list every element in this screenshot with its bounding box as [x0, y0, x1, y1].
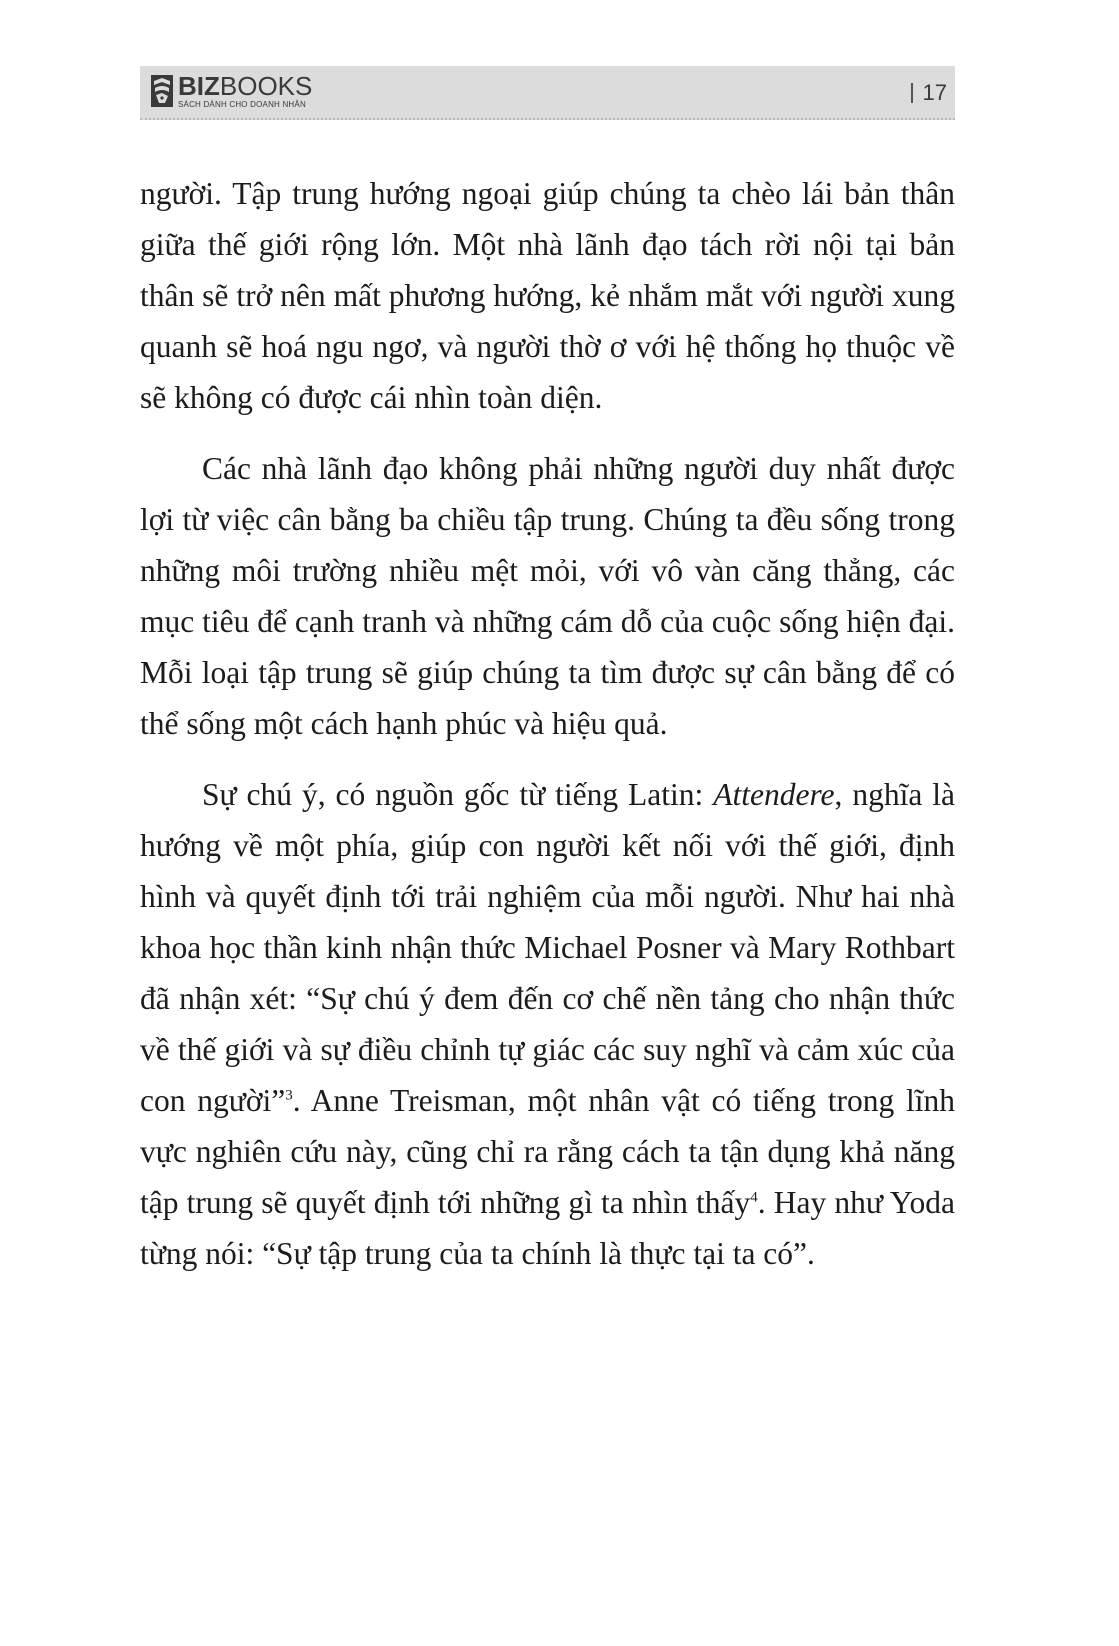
- publisher-logo: [150, 73, 312, 109]
- paragraph-3: [140, 769, 955, 1279]
- footnote-ref-4: 4: [750, 1189, 758, 1206]
- logo-brand-bold: BIZ: [178, 71, 220, 101]
- logo-brand: [178, 73, 312, 99]
- latin-term: Attendere: [713, 777, 835, 812]
- bizbooks-logo-icon: [150, 73, 174, 109]
- logo-brand-light: BOOKS: [219, 71, 313, 101]
- paragraph-3-part-4: . Hay như Yoda từng nói: “Sự tập trung của ta chính là thực tại ta có”.: [140, 1185, 955, 1271]
- page-number-value: 17: [922, 80, 947, 105]
- logo-text: [178, 73, 312, 109]
- logo-tagline: SÁCH DÀNH CHO DOANH NHÂN: [178, 100, 306, 109]
- page-number-divider: [911, 83, 913, 103]
- body-text: [140, 168, 955, 1279]
- paragraph-2: Các nhà lãnh đạo không phải những người duy nhất được lợi từ việc cân bằng ba chiều tập trung. Chúng ta đều sống trong những môi trường nhiều mệt mỏi, với vô vàn căng thẳng, các mục tiêu để cạnh tranh và những cám dỗ của cuộc sống hiện đại. Mỗi loại tập trung sẽ giúp chúng ta tìm được sự cân bằng để có thể sống một cách hạnh phúc và hiệu quả.: [140, 451, 955, 741]
- paragraph-3-part-3: . Anne Treisman, một nhân vật có tiếng trong lĩnh vực nghiên cứu này, cũng chỉ ra rằng cách ta tận dụng khả năng tập trung sẽ quyết định tới những gì ta nhìn thấy: [140, 1083, 956, 1220]
- footnote-ref-3: 3: [285, 1087, 293, 1104]
- paragraph-3-part-1: Sự chú ý, có nguồn gốc từ tiếng Latin:: [202, 777, 714, 812]
- paragraph-1: người. Tập trung hướng ngoại giúp chúng ta chèo lái bản thân giữa thế giới rộng lớn. Một nhà lãnh đạo tách rời nội tại bản thân sẽ trở nên mất phương hướng, kẻ nhắm mắt với người xung quanh sẽ hoá ngu ngơ, và người thờ ơ với hệ thống họ thuộc về sẽ không có được cái nhìn toàn diện.: [140, 176, 955, 415]
- running-header: [140, 66, 955, 120]
- paragraph-3-part-2: , nghĩa là hướng về một phía, giúp con người kết nối với thế giới, định hình và quyết định tới trải nghiệm của mỗi người. Như hai nhà khoa học thần kinh nhận thức Michael Posner và Mary Rothbart đã nhận xét: “Sự chú ý đem đến cơ chế nền tảng cho nhận thức về thế giới và sự điều chỉnh tự giác các suy nghĩ và cảm xúc của con người”: [140, 777, 956, 1118]
- page-number: [911, 80, 947, 106]
